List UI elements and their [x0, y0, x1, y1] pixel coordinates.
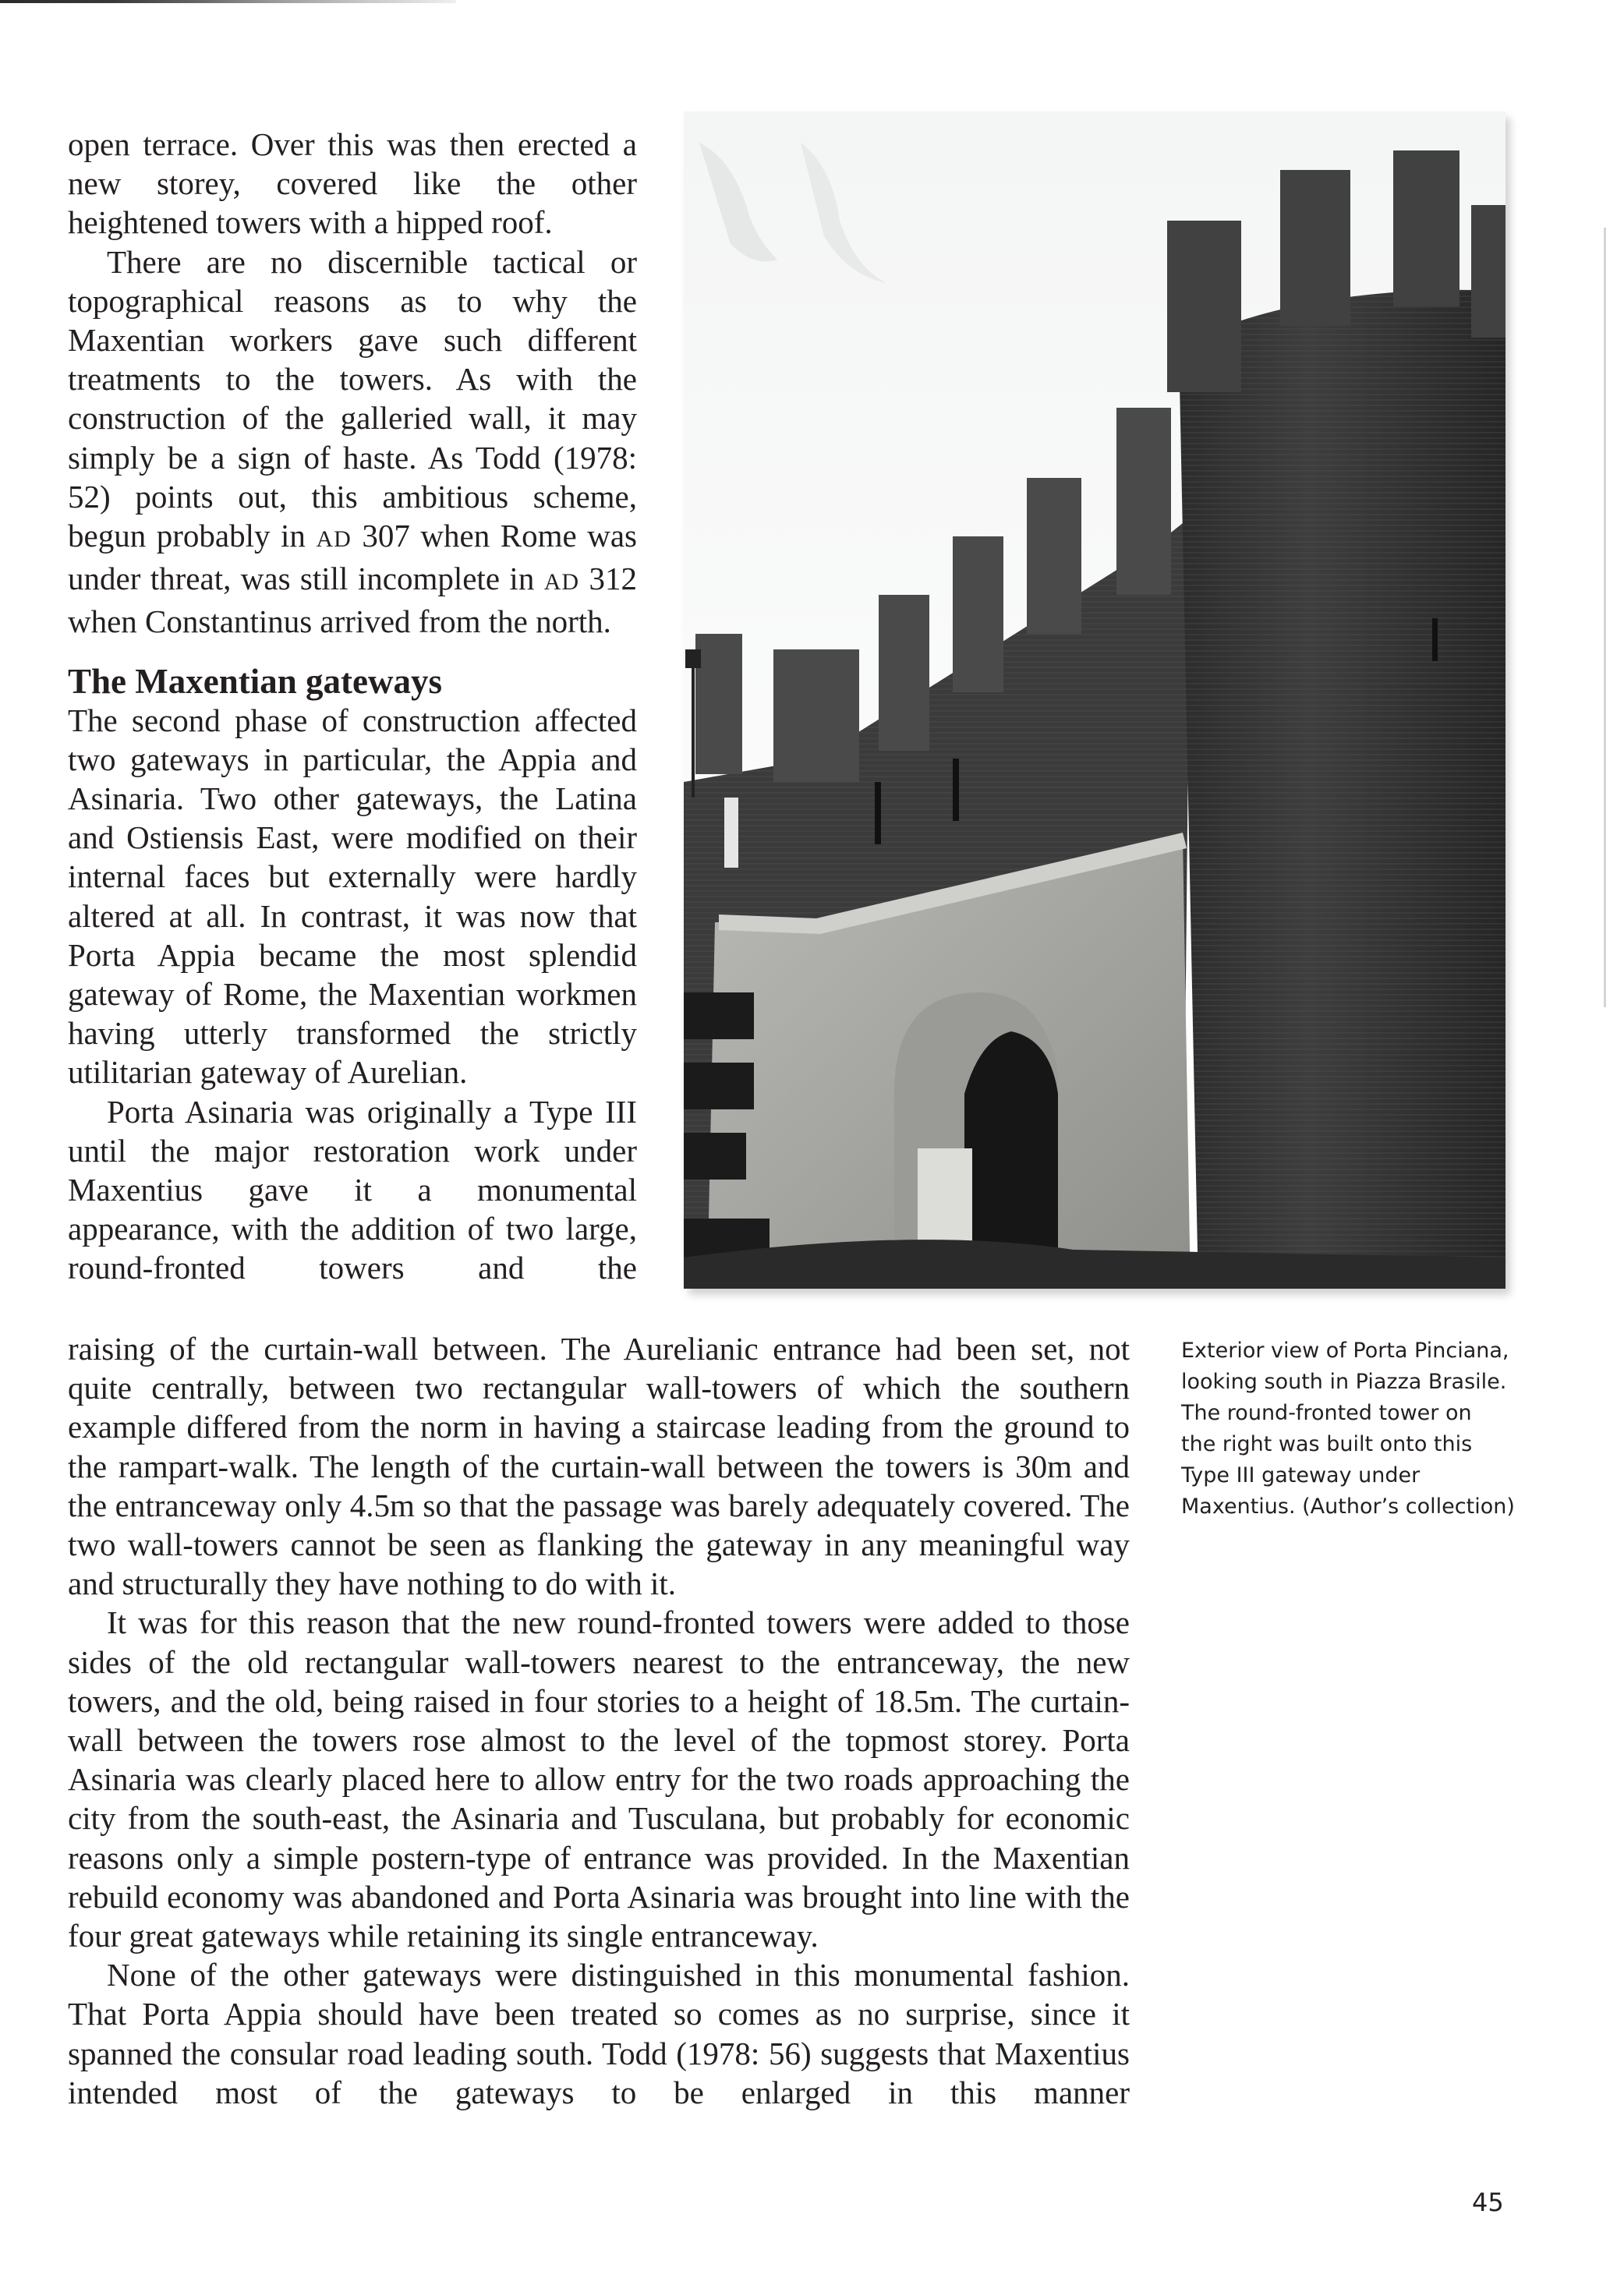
caption-line: The round-fronted tower on: [1181, 1401, 1472, 1425]
era-abbrev: AD: [316, 526, 352, 553]
caption-line: Maxentius. (Author’s collection): [1181, 1494, 1515, 1519]
caption-line: Type III gateway under: [1181, 1463, 1421, 1487]
paragraph: open terrace. Over this was then erected a new storey, covered like the other heightened towers with a hipped roof.: [68, 126, 637, 241]
paragraph: None of the other gateways were distinguished in this monumental fashion. That Porta Appia should have been treated so comes as no surprise, since it spanned the consular road leading south. Todd (1978: 56) suggests that Maxentius intended most of the gateways to be enlarged in this manner: [68, 1957, 1130, 2110]
caption-line: the right was built onto this: [1181, 1432, 1473, 1456]
caption-line: looking south in Piazza Brasile.: [1181, 1370, 1507, 1394]
paragraph: It was for this reason that the new round-fronted towers were added to those sides of the old rectangular wall-towers nearest to the entranceway, the new towers, and the old, being raised in four stories to a height of 18.5m. The curtain-wall between the towers rose almost to the level of the topmost storey. Porta Asinaria was clearly placed here to allow entry for the two roads approaching the city from the south-east, the Asinaria and Tusculana, but probably for economic reasons only a simple postern-type of entrance was provided. In the Maxentian rebuild economy was abandoned and Porta Asinaria was brought into line with the four great gateways while retaining its single entranceway.: [68, 1604, 1130, 1954]
figure-photo: [684, 111, 1505, 1289]
street-lamp: [685, 649, 701, 668]
caption-line: Exterior view of Porta Pinciana,: [1181, 1339, 1509, 1363]
full-width-text: [68, 1329, 1130, 2112]
paragraph: There are no discernible tactical or topographical reasons as to why the Maxentian workers gave such different treatments to the towers. As with the construction of the galleried wall, it may simply be a sign of haste. As Todd (1978: 52) points out, this ambitious scheme, begun probably in AD 307 when Rome was under threat, was still incomplete in AD 312 when Constantinus arrived from the north.: [68, 243, 638, 640]
era-abbrev: AD: [543, 569, 580, 596]
page-top-rule: [0, 0, 456, 3]
paragraph: Porta Asinaria was originally a Type III until the major restoration work under Maxentius gave it a monumental appearance, with the addition of two large, round-fronted towers and the: [68, 1093, 637, 1286]
figure-caption: [1181, 1335, 1587, 1523]
page-margin-rule: [1604, 228, 1606, 1007]
window: [724, 798, 738, 868]
porta-pinciana-photo: [684, 111, 1505, 1289]
page-number: 45: [1472, 2188, 1504, 2217]
section-heading: The Maxentian gateways: [68, 661, 442, 701]
paragraph: The second phase of construction affected two gateways in particular, the Appia and Asinaria. Two other gateways, the Latina and Ostiensis East, were modified on their internal faces but externally were hardly altered at all. In contrast, it was now that Porta Appia became the most splendid gateway of Rome, the Maxentian workmen having utterly transformed the strictly utilitarian gateway of Aurelian.: [68, 702, 637, 1091]
paragraph: raising of the curtain-wall between. The Aurelianic entrance had been set, not quite centrally, between two rectangular wall-towers of which the southern example differed from the norm in having a staircase leading from the ground to the rampart-walk. The length of the curtain-wall between the towers is 30m and the entranceway only 4.5m so that the passage was barely adequately covered. The two wall-towers cannot be seen as flanking the gateway in any meaningful way and structurally they have nothing to do with it.: [68, 1331, 1130, 1602]
left-column-text: [68, 125, 637, 1288]
